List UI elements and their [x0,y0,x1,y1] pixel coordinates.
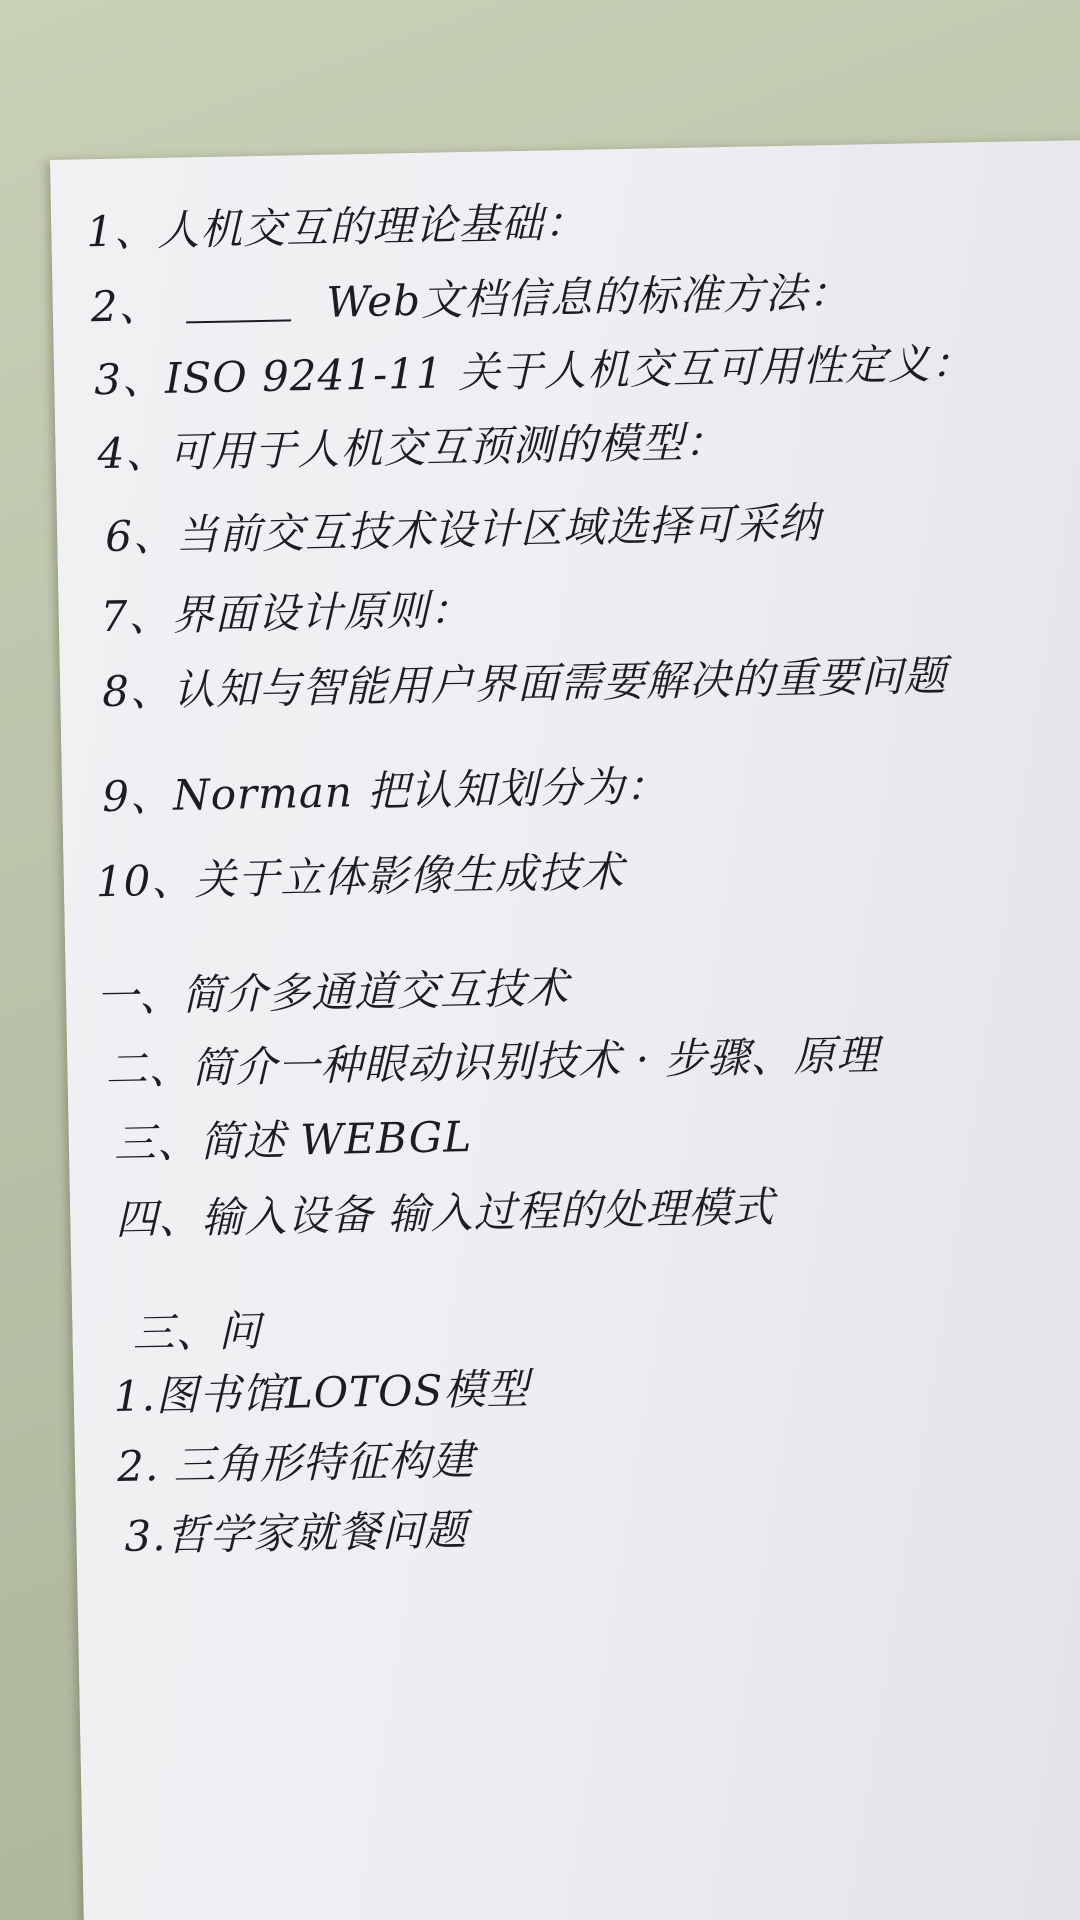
paper-sheet [50,139,1080,1920]
question-1: 1、人机交互的理论基础： [85,197,588,257]
question-8: 8、认知与智能用户界面需要解决的重要问题 [101,650,948,717]
question-9: 9、Norman 把认知划分为： [101,761,669,822]
section-three-item-3: 3.哲学家就餐问题 [123,1505,468,1561]
question-2 [90,260,851,335]
section-three-item-2: 2. 三角形特征构建 [116,1435,475,1491]
essay-question-4: 四、输入设备 输入过程的处理模式 [114,1182,776,1244]
essay-question-1: 一、简介多通道交互技术 [95,963,570,1022]
question-4: 4、可用于人机交互预测的模型： [97,417,728,479]
question-10: 10、关于立体影像生成技术 [95,847,625,907]
question-2-text: Web文档信息的标准方法： [326,267,852,327]
answer-blank [186,319,291,323]
question-2-number: 2、 [90,280,163,332]
question-6: 6、当前交互技术设计区域选择可采纳 [104,498,822,562]
section-three-heading: 三、问 [132,1306,262,1358]
section-three-item-1: 1.图书馆LOTOS模型 [113,1364,530,1421]
essay-question-2: 二、简介一种眼动识别技术 · 步骤、原理 [105,1030,880,1095]
question-7: 7、界面设计原则： [100,584,473,642]
essay-question-3: 三、简述 WEBGL [113,1112,473,1168]
question-3: 3、ISO 9241-11 关于人机交互可用性定义： [93,338,975,405]
